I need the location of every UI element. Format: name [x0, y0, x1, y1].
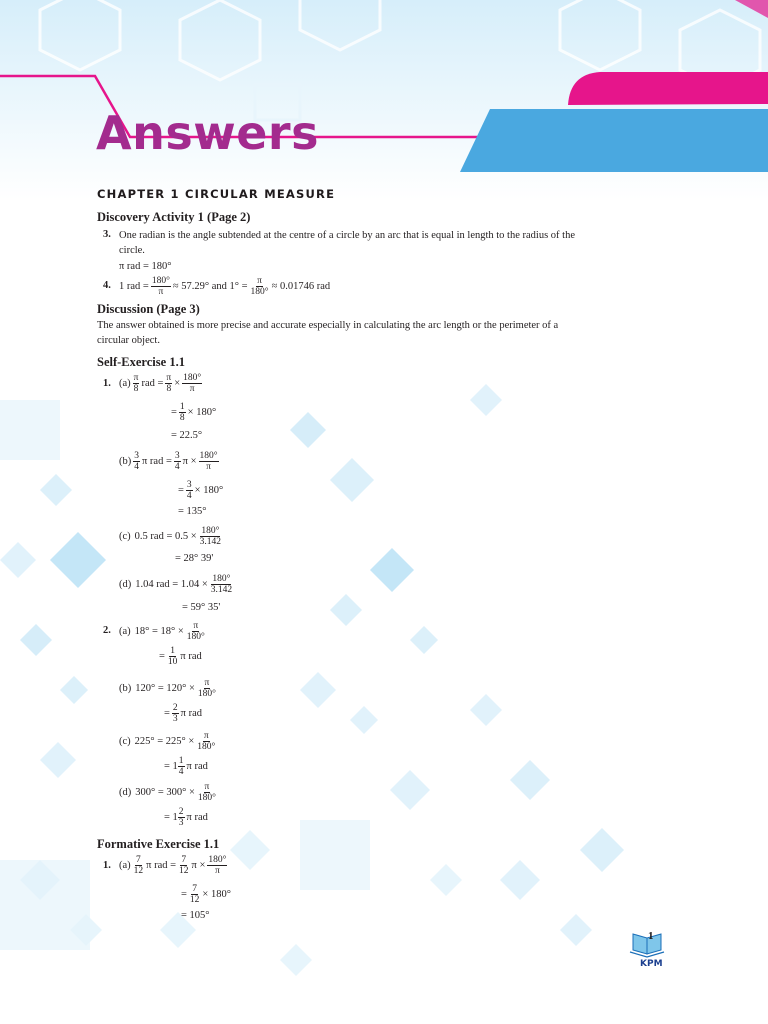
fraction — [172, 703, 179, 724]
part-label: (c) — [119, 531, 131, 542]
page-title: Answers — [96, 106, 319, 160]
fraction — [197, 782, 217, 803]
discovery-heading: Discovery Activity 1 (Page 2) — [97, 210, 251, 224]
math-text: 1 rad = — [119, 281, 149, 292]
fraction — [182, 373, 202, 394]
self-q1c-step2: = 28° 39' — [175, 553, 214, 564]
denominator: 4 — [134, 462, 139, 472]
part-label: (d) — [119, 787, 132, 798]
discovery-q4-equation — [119, 276, 330, 297]
denominator: 3.142 — [210, 585, 233, 595]
discovery-q3-line: circle. — [119, 245, 145, 256]
denominator: 8 — [133, 384, 139, 394]
denominator: 8 — [166, 384, 172, 394]
numerator: 1 — [178, 756, 184, 766]
fraction — [250, 276, 270, 297]
fraction — [199, 451, 219, 472]
discussion-line: The answer obtained is more precise and accurate especially in calculating the arc length or the perimeter of a — [97, 320, 559, 331]
self-q1b-step2 — [178, 480, 223, 501]
math-text: π rad — [186, 761, 208, 772]
math-text: = — [178, 485, 184, 496]
math-text: π × — [182, 456, 197, 467]
denominator: 180° — [197, 742, 216, 752]
formative-q1a-step3: = 105° — [181, 910, 210, 921]
question-number: 3. — [103, 229, 111, 240]
math-text: ≈ 57.29° and 1° = — [172, 281, 248, 292]
fraction — [133, 373, 140, 394]
fraction — [189, 884, 201, 905]
self-q1d-step1 — [119, 574, 235, 595]
numerator: 7 — [192, 884, 198, 894]
self-q1b-step1 — [119, 451, 221, 472]
self-q1c-step1 — [119, 526, 224, 547]
math-text: π rad — [186, 812, 208, 823]
math-text: × 180° — [202, 889, 231, 900]
denominator: π — [189, 384, 195, 394]
fraction — [186, 621, 206, 642]
fraction — [178, 756, 185, 777]
question-number: 1. — [103, 860, 111, 871]
numerator: 2 — [178, 807, 184, 817]
page-number: 1 — [648, 930, 654, 942]
part-label: (b) — [119, 683, 132, 694]
numerator: 3 — [134, 451, 139, 461]
fraction — [178, 807, 185, 828]
math-text: 0.5 rad = 0.5 × — [134, 531, 197, 542]
self-q1a-step3: = 22.5° — [171, 430, 203, 441]
math-text: π rad — [180, 651, 202, 662]
denominator: 8 — [179, 413, 185, 423]
numerator: 180° — [151, 276, 170, 286]
denominator: π — [158, 287, 164, 297]
numerator: 3 — [186, 480, 192, 490]
question-number: 2. — [103, 625, 111, 636]
numerator: 180° — [212, 574, 231, 584]
discussion-heading: Discussion (Page 3) — [97, 302, 200, 316]
fraction — [178, 855, 190, 876]
fraction — [207, 855, 227, 876]
formative-heading: Formative Exercise 1.1 — [97, 837, 220, 851]
fraction — [167, 646, 179, 667]
self-q2c-step1 — [119, 731, 218, 752]
math-text: π rad — [180, 708, 203, 719]
self-q1b-step3: = 135° — [178, 506, 207, 517]
math-text: = — [181, 889, 187, 900]
math-text: = — [171, 407, 177, 418]
math-text: rad = — [141, 378, 164, 389]
numerator: 180° — [201, 526, 220, 536]
denominator: 180° — [197, 793, 216, 803]
fraction — [133, 451, 140, 472]
numerator: π — [193, 621, 199, 631]
numerator: 1 — [170, 646, 176, 656]
self-q1d-step2: = 59° 35' — [182, 602, 221, 613]
self-q2a-step1 — [119, 621, 208, 642]
fraction — [186, 480, 193, 501]
math-text: π rad = — [142, 456, 172, 467]
numerator: 180° — [208, 855, 227, 865]
publisher-label: KPM — [640, 959, 663, 969]
math-text: 18° = 18° × — [134, 626, 184, 637]
math-text: × 180° — [187, 407, 217, 418]
self-q2c-step2 — [164, 756, 208, 777]
self-exercise-heading: Self-Exercise 1.1 — [97, 355, 185, 369]
fraction — [165, 373, 172, 394]
numerator: 3 — [174, 451, 180, 461]
fraction — [196, 731, 216, 752]
denominator: 12 — [179, 866, 189, 876]
question-number: 4. — [103, 280, 111, 291]
self-q2d-step2 — [164, 807, 208, 828]
numerator: π — [204, 782, 210, 792]
part-label: (c) — [119, 736, 131, 747]
denominator: 3 — [172, 714, 178, 724]
denominator: 4 — [174, 462, 180, 472]
fraction — [197, 678, 217, 699]
part-label: (a) — [119, 860, 131, 871]
math-text: 120° = 120° × — [135, 683, 195, 694]
numerator: 1 — [179, 402, 185, 412]
fraction — [179, 402, 186, 423]
math-text: = — [164, 708, 170, 719]
self-q2d-step1 — [119, 782, 219, 803]
fraction — [133, 855, 145, 876]
fraction — [199, 526, 222, 547]
denominator: π — [206, 462, 211, 472]
denominator: 3.142 — [199, 537, 222, 547]
numerator: π — [166, 373, 172, 383]
question-number: 1. — [103, 378, 111, 389]
fraction — [151, 276, 171, 297]
denominator: 4 — [178, 767, 184, 777]
math-text: 1.04 rad = 1.04 × — [135, 579, 208, 590]
part-label: (a) — [119, 626, 131, 637]
self-q2b-step2 — [164, 703, 202, 724]
self-q1a-step2 — [171, 402, 216, 423]
math-text: = — [159, 651, 165, 662]
math-text: = 1 — [164, 761, 178, 772]
math-text: × — [174, 378, 181, 389]
denominator: 12 — [189, 895, 200, 905]
chapter-title: CHAPTER 1 CIRCULAR MEASURE — [97, 187, 336, 201]
discussion-line: circular object. — [97, 335, 160, 346]
denominator: 180° — [250, 287, 269, 297]
fraction — [174, 451, 181, 472]
self-q2b-step1 — [119, 678, 219, 699]
denominator: 3 — [178, 818, 184, 828]
numerator: 180° — [183, 373, 202, 383]
fraction — [210, 574, 233, 595]
math-text: ≈ 0.01746 rad — [271, 281, 331, 292]
denominator: 4 — [186, 491, 192, 501]
denominator: π — [215, 866, 220, 876]
math-text: π × — [191, 860, 206, 871]
numerator: 7 — [136, 855, 141, 865]
math-text: 300° = 300° × — [135, 787, 195, 798]
self-q2a-step2 — [159, 646, 202, 667]
math-text: 225° = 225° × — [134, 736, 195, 747]
numerator: π — [204, 678, 210, 688]
math-text: π rad = — [146, 860, 177, 871]
part-label: (a) — [119, 378, 131, 389]
numerator: 7 — [181, 855, 187, 865]
formative-q1a-step2 — [181, 884, 231, 905]
numerator: 180° — [199, 451, 218, 461]
denominator: 12 — [133, 866, 144, 876]
part-label: (b) — [119, 456, 132, 467]
numerator: π — [257, 276, 262, 286]
self-q1a-step1 — [119, 373, 204, 394]
discovery-q3-line: π rad = 180° — [119, 261, 172, 272]
denominator: 10 — [167, 657, 178, 667]
math-text: × 180° — [194, 485, 224, 496]
math-text: = 1 — [164, 812, 178, 823]
formative-q1a-step1 — [119, 855, 229, 876]
numerator: 2 — [172, 703, 178, 713]
denominator: 180° — [186, 632, 205, 642]
denominator: 180° — [197, 689, 216, 699]
numerator: π — [203, 731, 209, 741]
discovery-q3-line: One radian is the angle subtended at the centre of a circle by an arc that is equal in length to the radius of the — [119, 230, 575, 241]
numerator: π — [133, 373, 139, 383]
part-label: (d) — [119, 579, 132, 590]
